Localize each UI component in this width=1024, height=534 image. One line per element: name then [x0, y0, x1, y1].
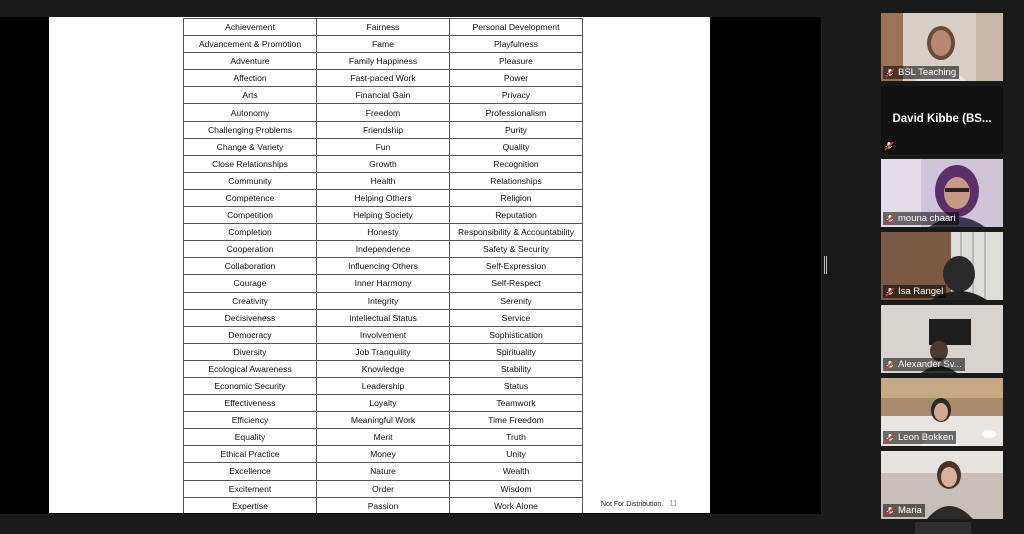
values-table: [183, 18, 583, 513]
table-cell: Effectiveness: [184, 395, 317, 412]
table-cell: Helping Society: [317, 207, 450, 224]
participant-name-tag: [883, 504, 925, 517]
participant-name-tag: [883, 285, 946, 298]
table-row: [184, 463, 583, 480]
table-cell: Affection: [184, 70, 317, 87]
table-cell: Achievement: [184, 19, 317, 36]
table-row: [184, 138, 583, 155]
table-cell: Responsibility & Accountability: [450, 224, 583, 241]
table-cell: Spirituality: [450, 343, 583, 360]
participant-name: BSL Teaching: [898, 67, 957, 78]
mic-muted-icon: [885, 68, 895, 78]
table-cell: Completion: [184, 224, 317, 241]
gallery-scroll-handle[interactable]: [915, 522, 971, 534]
table-cell: Playfulness: [450, 36, 583, 53]
shared-document-page: [49, 17, 710, 513]
table-cell: Self-Respect: [450, 275, 583, 292]
table-cell: Quality: [450, 138, 583, 155]
table-row: [184, 53, 583, 70]
table-cell: Unity: [450, 446, 583, 463]
table-cell: Work Alone: [450, 497, 583, 513]
participant-name: Alexander Sv...: [898, 359, 962, 370]
table-row: [184, 70, 583, 87]
table-cell: Efficiency: [184, 412, 317, 429]
table-cell: Recognition: [450, 155, 583, 172]
table-row: [184, 377, 583, 394]
table-cell: Status: [450, 377, 583, 394]
mic-muted-icon: [885, 360, 895, 370]
table-row: [184, 275, 583, 292]
table-cell: Growth: [317, 155, 450, 172]
participant-tile-bsl-teaching[interactable]: [881, 13, 1003, 81]
participant-name: Leon Bokken: [898, 432, 954, 443]
table-cell: Change & Variety: [184, 138, 317, 155]
table-cell: Meaningful Work: [317, 412, 450, 429]
participant-tile-alexander[interactable]: [881, 305, 1003, 373]
table-cell: Family Happiness: [317, 53, 450, 70]
participant-name-tag: [883, 212, 959, 225]
document-footer: [601, 499, 678, 508]
table-row: [184, 395, 583, 412]
table-row: [184, 172, 583, 189]
table-cell: Helping Others: [317, 189, 450, 206]
table-cell: Truth: [450, 429, 583, 446]
table-row: [184, 292, 583, 309]
participant-name-tag: [883, 66, 959, 79]
table-cell: Ecological Awareness: [184, 360, 317, 377]
table-cell: Reputation: [450, 207, 583, 224]
table-row: [184, 189, 583, 206]
table-cell: Inner Harmony: [317, 275, 450, 292]
participant-tile-isa-rangel[interactable]: [881, 232, 1003, 300]
table-cell: Competition: [184, 207, 317, 224]
table-cell: Excitement: [184, 480, 317, 497]
table-cell: Wealth: [450, 463, 583, 480]
mic-muted-icon: [885, 214, 895, 224]
table-cell: Independence: [317, 241, 450, 258]
participant-tile-mouna-chaari[interactable]: [881, 159, 1003, 227]
table-row: [184, 241, 583, 258]
table-cell: Sophistication: [450, 326, 583, 343]
table-cell: Power: [450, 70, 583, 87]
table-cell: Economic Security: [184, 377, 317, 394]
table-cell: Creativity: [184, 292, 317, 309]
table-cell: Freedom: [317, 104, 450, 121]
table-cell: Honesty: [317, 224, 450, 241]
table-cell: Order: [317, 480, 450, 497]
page-number: 11: [669, 499, 678, 508]
table-row: [184, 480, 583, 497]
table-cell: Financial Gain: [317, 87, 450, 104]
participant-name: David Kibbe (BS...: [892, 113, 992, 125]
table-cell: Fame: [317, 36, 450, 53]
participant-tile-david-kibbe[interactable]: [881, 86, 1003, 154]
table-cell: Fast-paced Work: [317, 70, 450, 87]
table-cell: Stability: [450, 360, 583, 377]
participant-name-tag: [883, 358, 965, 371]
table-cell: Purity: [450, 121, 583, 138]
table-cell: Decisiveness: [184, 309, 317, 326]
table-cell: Loyalty: [317, 395, 450, 412]
table-cell: Safety & Security: [450, 241, 583, 258]
table-cell: Friendship: [317, 121, 450, 138]
table-cell: Pleasure: [450, 53, 583, 70]
mic-muted-icon: [885, 287, 895, 297]
table-row: [184, 412, 583, 429]
table-cell: Time Freedom: [450, 412, 583, 429]
table-cell: Courage: [184, 275, 317, 292]
table-cell: Equality: [184, 429, 317, 446]
table-row: [184, 224, 583, 241]
table-cell: Personal Development: [450, 19, 583, 36]
table-row: [184, 104, 583, 121]
table-cell: Fairness: [317, 19, 450, 36]
table-cell: Job Tranquility: [317, 343, 450, 360]
table-cell: Religion: [450, 189, 583, 206]
table-row: [184, 207, 583, 224]
table-cell: Integrity: [317, 292, 450, 309]
table-cell: Expertise: [184, 497, 317, 513]
table-cell: Arts: [184, 87, 317, 104]
table-cell: Privacy: [450, 87, 583, 104]
table-row: [184, 360, 583, 377]
table-cell: Passion: [317, 497, 450, 513]
table-row: [184, 429, 583, 446]
table-row: [184, 87, 583, 104]
panel-splitter-handle[interactable]: [824, 256, 827, 274]
table-cell: Ethical Practice: [184, 446, 317, 463]
table-cell: Advancement & Promotion: [184, 36, 317, 53]
table-row: [184, 121, 583, 138]
table-cell: Self-Expression: [450, 258, 583, 275]
table-cell: Service: [450, 309, 583, 326]
table-cell: Intellectual Status: [317, 309, 450, 326]
table-cell: Nature: [317, 463, 450, 480]
participant-name-tag: [883, 431, 956, 444]
participant-tile-leon-bokken[interactable]: [881, 378, 1003, 446]
table-row: [184, 258, 583, 275]
table-row: [184, 155, 583, 172]
participant-tile-maria[interactable]: [881, 451, 1003, 519]
table-cell: Serenity: [450, 292, 583, 309]
mic-muted-icon: [885, 433, 895, 443]
table-cell: Involvement: [317, 326, 450, 343]
table-cell: Health: [317, 172, 450, 189]
table-cell: Collaboration: [184, 258, 317, 275]
participant-name: mouna chaari: [898, 213, 956, 224]
table-cell: Relationships: [450, 172, 583, 189]
table-row: [184, 326, 583, 343]
table-cell: Fun: [317, 138, 450, 155]
table-cell: Community: [184, 172, 317, 189]
table-cell: Cooperation: [184, 241, 317, 258]
participant-name: Isa Rangel: [898, 286, 944, 297]
table-cell: Autonomy: [184, 104, 317, 121]
table-row: [184, 309, 583, 326]
table-cell: Diversity: [184, 343, 317, 360]
footer-notice: Not For Distribution.: [601, 501, 664, 508]
mic-muted-icon: [885, 506, 895, 516]
table-cell: Democracy: [184, 326, 317, 343]
table-row: [184, 343, 583, 360]
table-cell: Challenging Problems: [184, 121, 317, 138]
table-cell: Close Relationships: [184, 155, 317, 172]
table-cell: Competence: [184, 189, 317, 206]
table-cell: Professionalism: [450, 104, 583, 121]
table-cell: Influencing Others: [317, 258, 450, 275]
table-row: [184, 36, 583, 53]
table-cell: Wisdom: [450, 480, 583, 497]
table-cell: Teamwork: [450, 395, 583, 412]
mic-muted-icon: [884, 141, 894, 151]
table-cell: Leadership: [317, 377, 450, 394]
participant-name: Maria: [898, 505, 922, 516]
table-cell: Merit: [317, 429, 450, 446]
table-cell: Adventure: [184, 53, 317, 70]
table-row: [184, 497, 583, 513]
table-row: [184, 446, 583, 463]
table-cell: Excellence: [184, 463, 317, 480]
table-row: [184, 19, 583, 36]
table-cell: Knowledge: [317, 360, 450, 377]
table-cell: Money: [317, 446, 450, 463]
